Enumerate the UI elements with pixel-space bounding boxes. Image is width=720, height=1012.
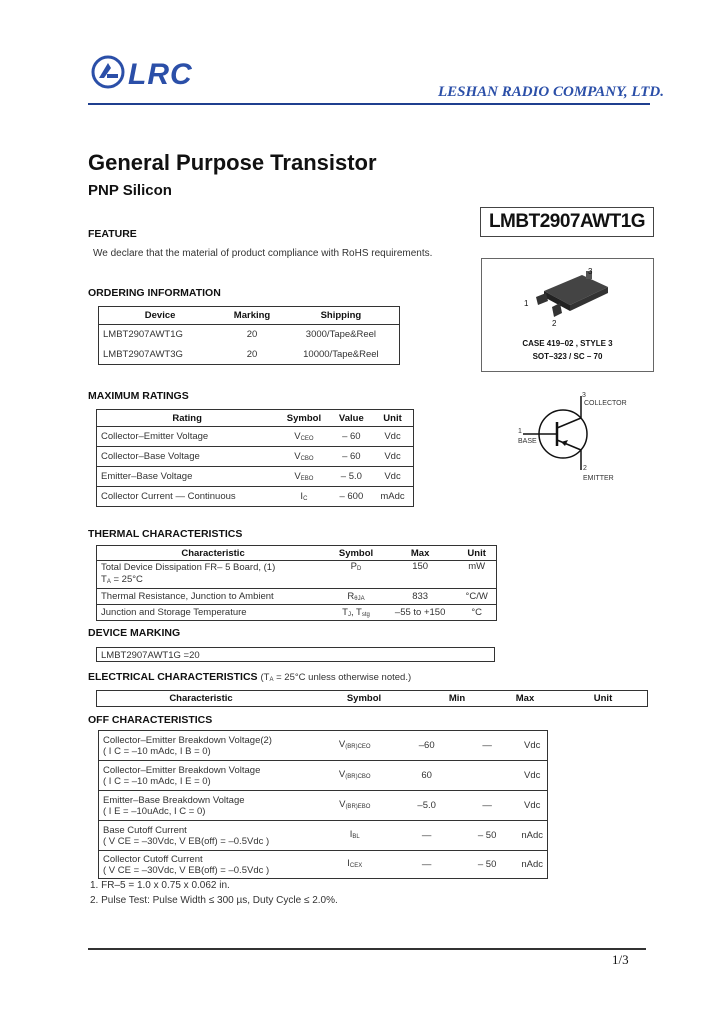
- table-cell: – 5.0: [340, 471, 362, 482]
- feature-heading: FEATURE: [88, 228, 137, 240]
- page-subtitle: PNP Silicon: [88, 182, 172, 199]
- table-cell: nAdc: [521, 830, 543, 841]
- table-row: [97, 467, 414, 487]
- table-row: [99, 345, 400, 365]
- table-cell: V(BR)CBO: [338, 768, 371, 780]
- footnote-2: 2. Pulse Test: Pulse Width ≤ 300 µs, Duty Cycle ≤ 2.0%.: [90, 895, 338, 906]
- table-row: [99, 851, 548, 879]
- table-cell: –55 to +150: [394, 607, 446, 618]
- table-row: [99, 731, 548, 761]
- table-cell: V(BR)EBO: [339, 798, 371, 810]
- electrical-header: Unit: [593, 693, 613, 704]
- package-box: [481, 258, 654, 372]
- table-cell: VCEO: [294, 431, 314, 442]
- sot323-package-icon: [522, 267, 622, 327]
- ratings-header: Symbol: [286, 412, 322, 424]
- table-cell: —: [482, 800, 492, 811]
- table-cell: Collector–Emitter Breakdown Voltage(2) ( I C = –10 mAdc, I B = 0): [103, 734, 272, 757]
- table-cell: Collector Cutoff Current ( V CE = –30Vdc, V EB(off) = –0.5Vdc ): [103, 853, 270, 876]
- table-cell: Vdc: [384, 451, 401, 462]
- ordering-header: Marking: [233, 310, 271, 321]
- table-cell: IC: [300, 491, 308, 502]
- device-marking-heading: DEVICE MARKING: [88, 627, 181, 639]
- ordering-heading: ORDERING INFORMATION: [88, 287, 221, 299]
- table-cell: 10000/Tape&Reel: [303, 348, 379, 360]
- electrical-header: Symbol: [346, 693, 382, 704]
- off-characteristics-heading: OFF CHARACTERISTICS: [88, 714, 213, 726]
- thermal-header: Characteristic: [181, 547, 245, 559]
- package-case: CASE 419–02 , STYLE 3: [522, 339, 613, 348]
- thermal-header: Symbol: [338, 547, 374, 559]
- emitter-pin-label: 2: [583, 465, 587, 472]
- table-cell: —: [482, 740, 492, 751]
- table-cell: ICEX: [347, 857, 363, 869]
- table-row: [99, 821, 548, 851]
- table-cell: 20: [246, 329, 258, 341]
- page-title: General Purpose Transistor: [88, 150, 377, 175]
- electrical-header: Max: [515, 693, 535, 704]
- footnote-1: 1. FR–5 = 1.0 x 0.75 x 0.062 in.: [90, 880, 230, 891]
- ratings-header: Value: [338, 412, 364, 424]
- ratings-header: Unit: [383, 412, 402, 424]
- table-cell: Vdc: [384, 431, 401, 442]
- table-cell: RθJA: [347, 591, 365, 602]
- table-cell: 60: [421, 770, 432, 781]
- table-cell: 3000/Tape&Reel: [305, 329, 377, 341]
- table-row: [97, 589, 497, 605]
- table-cell: V(BR)CEO: [338, 738, 371, 750]
- table-cell: – 50: [477, 859, 497, 870]
- table-cell: LMBT2907AWT3G: [103, 348, 183, 360]
- page-number: 1/3: [612, 952, 629, 967]
- ratings-header: Rating: [172, 412, 202, 424]
- table-cell: 150: [412, 561, 429, 572]
- table-cell: Base Cutoff Current ( V CE = –30Vdc, V EB(off) = –0.5Vdc ): [103, 824, 270, 847]
- electrical-heading: ELECTRICAL CHARACTERISTICS (TA = 25°C unless otherwise noted.): [88, 671, 412, 683]
- table-cell: PD: [350, 561, 362, 572]
- table-cell: Collector Current — Continuous: [101, 491, 236, 502]
- table-cell: Vdc: [523, 800, 541, 811]
- collector-label: COLLECTOR: [584, 400, 627, 407]
- table-cell: nAdc: [521, 859, 543, 870]
- table-cell: LMBT2907AWT1G: [103, 329, 183, 341]
- table-cell: [457, 761, 517, 791]
- ordering-header: Device: [144, 310, 176, 321]
- lrc-logo-icon: [90, 54, 126, 90]
- table-cell: – 60: [342, 431, 361, 442]
- electrical-header: Min: [448, 693, 466, 704]
- table-cell: Emitter–Base Voltage: [101, 471, 193, 482]
- table-cell: – 60: [342, 451, 361, 462]
- table-cell: Collector–Emitter Breakdown Voltage ( I C = –10 mAdc, I E = 0): [103, 764, 261, 787]
- thermal-header: Unit: [467, 547, 486, 559]
- table-cell: TJ, Tstg: [342, 607, 370, 618]
- thermal-heading: THERMAL CHARACTERISTICS: [88, 528, 243, 540]
- table-cell: mAdc: [380, 491, 405, 502]
- table-cell: —: [421, 830, 432, 841]
- table-cell: 833: [412, 591, 429, 602]
- electrical-header: Characteristic: [169, 693, 233, 704]
- table-cell: Total Device Dissipation FR– 5 Board, (1) TA = 25°C: [101, 561, 276, 585]
- footer-rule: [88, 948, 646, 950]
- table-cell: Collector–Emitter Voltage: [101, 431, 209, 442]
- thermal-table: [96, 545, 497, 621]
- logo-text: LRC: [128, 58, 193, 91]
- table-cell: Emitter–Base Breakdown Voltage ( I E = –10uAdc, I C = 0): [103, 794, 245, 817]
- package-sot: SOT–323 / SC – 70: [532, 352, 603, 361]
- collector-pin-label: 3: [582, 392, 586, 399]
- ordering-header: Shipping: [320, 310, 362, 321]
- package-pin-2: 2: [552, 319, 557, 328]
- table-cell: Junction and Storage Temperature: [101, 607, 247, 618]
- table-cell: Vdc: [523, 740, 541, 751]
- pnp-transistor-symbol-icon: [515, 392, 595, 472]
- table-row: [99, 791, 548, 821]
- base-pin-label: 1: [518, 428, 522, 435]
- table-cell: 20: [246, 348, 258, 360]
- table-row: [97, 447, 414, 467]
- table-cell: Thermal Resistance, Junction to Ambient: [101, 591, 274, 602]
- table-cell: °C/W: [465, 591, 488, 602]
- table-cell: mW: [468, 561, 486, 572]
- base-label: BASE: [518, 438, 537, 445]
- feature-text: We declare that the material of product compliance with RoHS requirements.: [93, 248, 433, 259]
- table-cell: VCBO: [294, 451, 314, 462]
- table-row: [97, 561, 497, 589]
- table-cell: Collector–Base Voltage: [101, 451, 200, 462]
- max-ratings-table: [96, 409, 414, 507]
- table-row: [97, 605, 497, 621]
- table-cell: °C: [471, 607, 482, 618]
- header-rule: [88, 103, 650, 105]
- table-cell: –5.0: [417, 800, 436, 811]
- table-row: [99, 325, 400, 345]
- table-cell: —: [421, 859, 432, 870]
- device-marking-box: LMBT2907AWT1G =20: [96, 647, 495, 662]
- table-cell: – 600: [339, 491, 364, 502]
- table-cell: Vdc: [384, 471, 401, 482]
- table-cell: IBL: [349, 828, 360, 840]
- part-number: LMBT2907AWT1G: [480, 207, 654, 237]
- package-pin-3: 3: [588, 267, 593, 276]
- thermal-header: Max: [410, 547, 430, 559]
- electrical-header-table: [96, 690, 648, 707]
- table-cell: –60: [418, 740, 435, 751]
- table-row: [97, 487, 414, 507]
- max-ratings-heading: MAXIMUM RATINGS: [88, 390, 189, 402]
- table-cell: Vdc: [523, 770, 541, 781]
- table-row: [99, 761, 548, 791]
- off-characteristics-table: [98, 730, 548, 879]
- table-cell: – 50: [477, 830, 497, 841]
- table-cell: VEBO: [294, 471, 314, 482]
- company-name: LESHAN RADIO COMPANY, LTD.: [437, 84, 664, 100]
- table-row: [97, 427, 414, 447]
- emitter-label: EMITTER: [583, 475, 614, 482]
- package-pin-1: 1: [524, 299, 529, 308]
- ordering-table: [98, 306, 400, 365]
